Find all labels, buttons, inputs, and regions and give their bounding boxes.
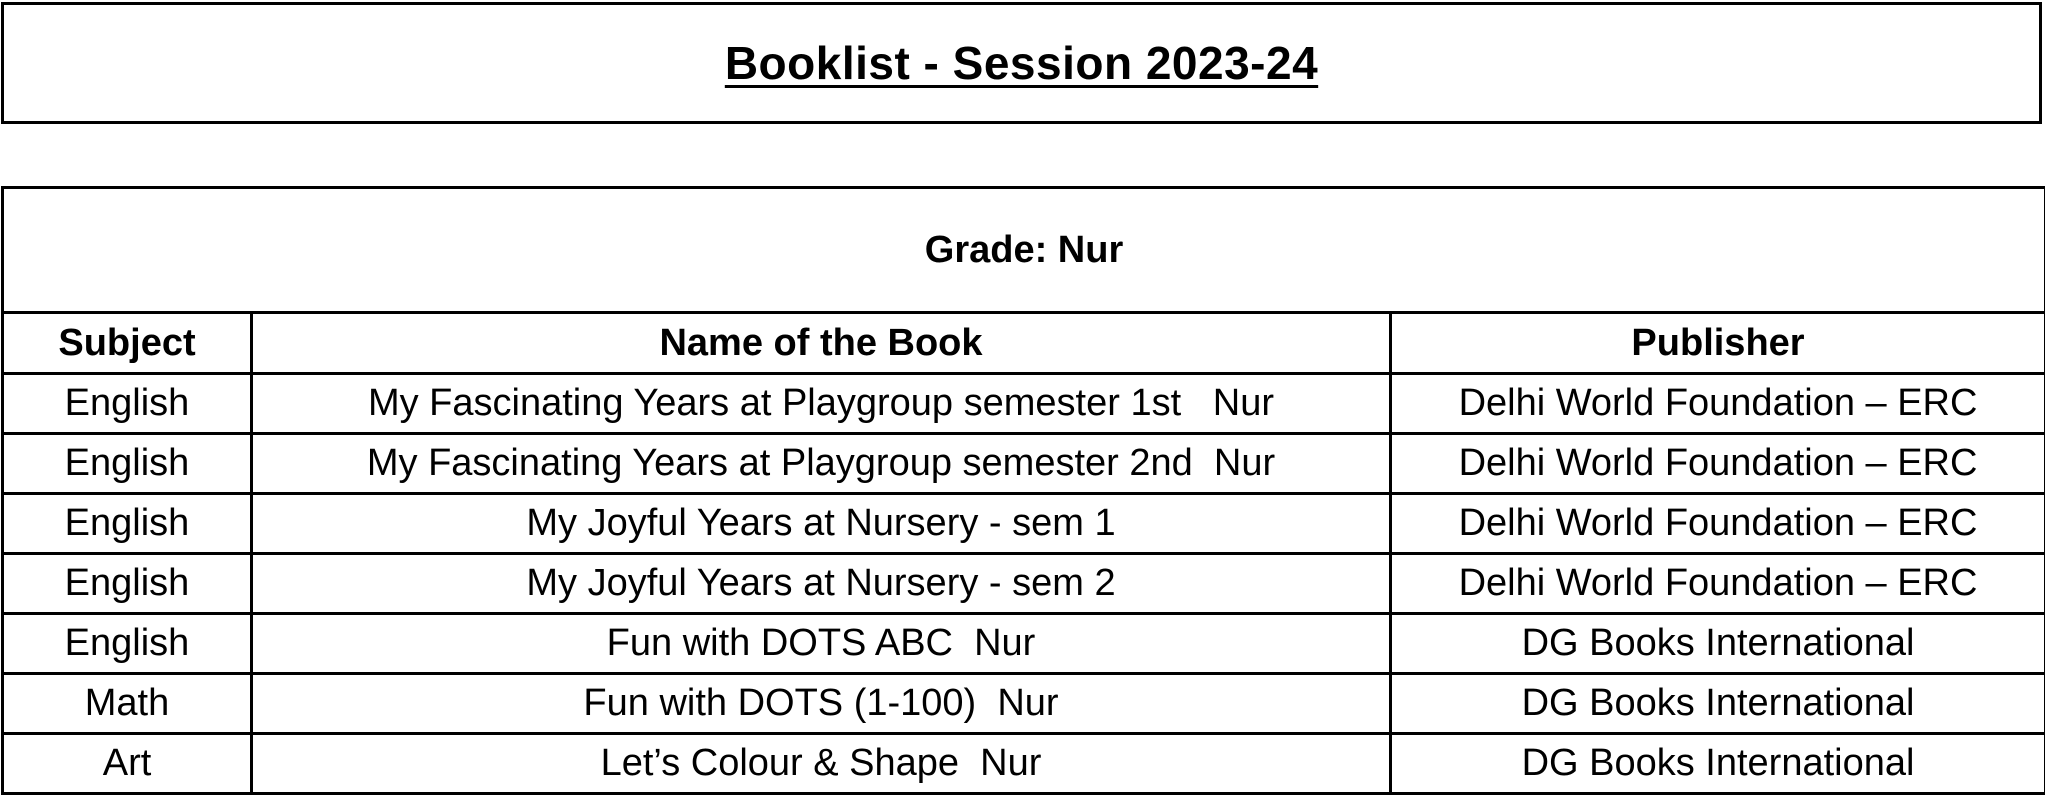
header-subject: Subject	[3, 313, 252, 374]
header-publisher: Publisher	[1391, 313, 2045, 374]
grade-label: Grade: Nur	[3, 188, 2045, 313]
cell-book-name: My Joyful Years at Nursery - sem 2	[252, 554, 1391, 614]
cell-publisher: DG Books International	[1391, 674, 2045, 734]
cell-publisher: Delhi World Foundation – ERC	[1391, 554, 2045, 614]
cell-subject: English	[3, 614, 252, 674]
cell-publisher: Delhi World Foundation – ERC	[1391, 374, 2045, 434]
table-row	[3, 494, 2045, 554]
cell-publisher: Delhi World Foundation – ERC	[1391, 434, 2045, 494]
cell-book-name: My Joyful Years at Nursery - sem 1	[252, 494, 1391, 554]
header-book-name: Name of the Book	[252, 313, 1391, 374]
title-box	[1, 2, 2042, 124]
page-title: Booklist - Session 2023-24	[724, 37, 1319, 89]
cell-subject: English	[3, 494, 252, 554]
cell-publisher: Delhi World Foundation – ERC	[1391, 494, 2045, 554]
cell-book-name: My Fascinating Years at Playgroup semester 2nd Nur	[252, 434, 1391, 494]
cell-subject: English	[3, 374, 252, 434]
cell-book-name: My Fascinating Years at Playgroup semester 1st Nur	[252, 374, 1391, 434]
cell-publisher: DG Books International	[1391, 614, 2045, 674]
cell-book-name: Fun with DOTS ABC Nur	[252, 614, 1391, 674]
table-header-row	[3, 313, 2045, 374]
table-row	[3, 674, 2045, 734]
table-row	[3, 614, 2045, 674]
booklist-table	[1, 186, 2045, 795]
cell-subject: English	[3, 434, 252, 494]
table-row	[3, 434, 2045, 494]
cell-subject: Math	[3, 674, 252, 734]
table-row	[3, 554, 2045, 614]
cell-subject: Art	[3, 734, 252, 794]
table-row	[3, 374, 2045, 434]
table-row	[3, 734, 2045, 794]
grade-row	[3, 188, 2045, 313]
cell-book-name: Let’s Colour & Shape Nur	[252, 734, 1391, 794]
cell-book-name: Fun with DOTS (1-100) Nur	[252, 674, 1391, 734]
cell-subject: English	[3, 554, 252, 614]
cell-publisher: DG Books International	[1391, 734, 2045, 794]
